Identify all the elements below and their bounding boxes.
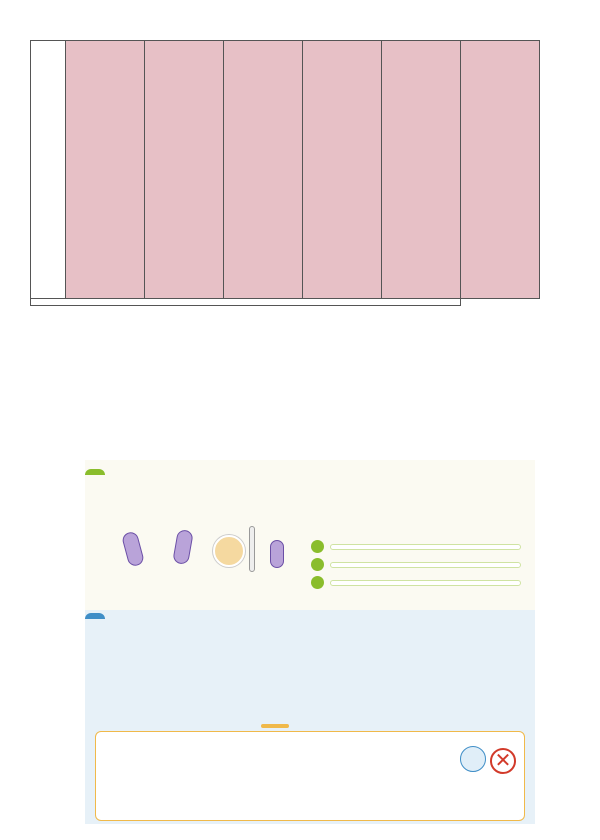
side-title-char — [31, 109, 65, 134]
step-number — [311, 558, 324, 571]
side-title-char — [31, 95, 65, 109]
weekday-header — [382, 41, 461, 299]
program-calendar — [30, 40, 540, 306]
side-title-char — [31, 45, 65, 70]
side-title-char — [31, 248, 65, 273]
thermometer-icon — [249, 526, 255, 572]
food-poisoning-infographic — [85, 460, 535, 824]
weekday-header-row — [31, 41, 540, 299]
no-fan-icon: ✕ — [490, 748, 516, 774]
calendar-notes — [31, 299, 461, 306]
side-title-char — [31, 159, 65, 184]
step-number — [311, 576, 324, 589]
side-title-char — [31, 223, 65, 248]
prevention-section — [85, 610, 535, 824]
step-text — [330, 544, 521, 550]
prevention-title — [85, 613, 105, 619]
growth-step — [311, 558, 521, 571]
bacteria-illustration — [270, 540, 284, 568]
cooling-method-title — [261, 724, 289, 728]
growth-step — [311, 540, 521, 553]
food-plate-icon — [213, 535, 245, 567]
side-title-char — [31, 184, 65, 209]
side-title-char — [31, 273, 65, 298]
weekday-header — [145, 41, 224, 299]
bowl-icon — [460, 746, 486, 772]
weekday-header — [303, 41, 382, 299]
bacteria-illustration — [121, 531, 145, 568]
weekday-header — [224, 41, 303, 299]
side-title-char — [31, 134, 65, 159]
weekday-header — [461, 41, 540, 299]
step-text — [330, 562, 521, 568]
calendar-side-title — [31, 41, 66, 299]
perfringens-question-title — [85, 469, 105, 475]
step-text — [330, 580, 521, 586]
side-title-char — [31, 209, 65, 223]
growth-step — [311, 576, 521, 589]
side-title-char — [31, 70, 65, 95]
step-number — [311, 540, 324, 553]
bacteria-illustration — [172, 529, 194, 565]
weekday-header — [66, 41, 145, 299]
cooling-method-box — [95, 731, 525, 821]
perfringens-description — [85, 479, 535, 487]
